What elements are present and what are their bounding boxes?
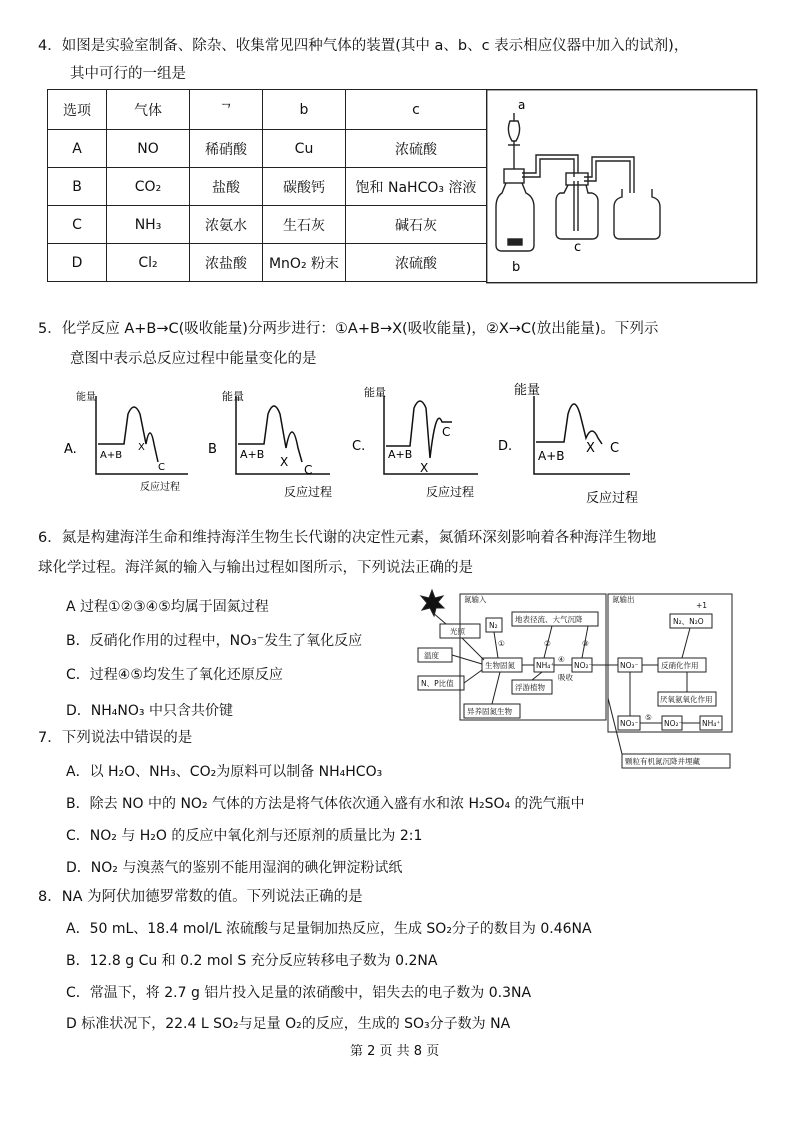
table-row xyxy=(48,130,487,168)
nh4-b-label: NH₄⁺ xyxy=(702,719,721,728)
q7-option-c: C．NO₂ 与 H₂O 的反应中氧化剂与还原剂的质量比为 2:1 xyxy=(66,828,423,844)
table-cell: CO₂ xyxy=(107,168,190,206)
table-row xyxy=(48,206,487,244)
graph-b-ylabel: 能量 xyxy=(222,390,244,403)
n2-n2o-label: N₂、N₂O xyxy=(673,617,704,626)
q5-stem-line2: 意图中表示总反应过程中能量变化的是 xyxy=(70,351,317,367)
nh4-label: NH₄⁺ xyxy=(536,661,555,670)
graph-a-mid: X xyxy=(138,442,145,453)
graph-d-mid: X xyxy=(586,441,595,456)
no2-label: NO₂⁻ xyxy=(574,661,593,670)
q6-stem-line1: 6．氮是构建海洋生命和维持海洋生物生长代谢的决定性元素，氮循环深刻影响着各种海洋生物地 xyxy=(38,530,657,546)
table-cell: C xyxy=(48,206,107,244)
table-row xyxy=(48,168,487,206)
heterotroph-label: 异养固氮生物 xyxy=(467,707,512,716)
q4-table xyxy=(47,89,487,282)
graph-d-start: A+B xyxy=(538,449,565,463)
table-cell: D xyxy=(48,244,107,282)
q8-option-c: C．常温下，将 2.7 g 铝片投入足量的浓硝酸中，铝失去的电子数为 0.3NA xyxy=(66,985,532,1001)
q7-option-a: A．以 H₂O、NH₃、CO₂为原料可以制备 NH₄HCO₃ xyxy=(66,764,383,780)
label-a: a xyxy=(518,98,526,112)
q6-option-d: D．NH₄NO₃ 中只含共价键 xyxy=(66,703,233,719)
graph-letter-c: C. xyxy=(352,439,366,454)
plus-one-label: +1 xyxy=(696,601,708,610)
q6-stem-line2: 球化学过程。海洋氮的输入与输出过程如图所示，下列说法正确的是 xyxy=(38,560,473,576)
table-cell: Cl₂ xyxy=(107,244,190,282)
graph-b-mid: X xyxy=(280,455,289,469)
table-cell: Cu xyxy=(263,130,346,168)
graph-letter-a: A. xyxy=(64,442,77,457)
q7-option-b: B．除去 NO 中的 NO₂ 气体的方法是将气体依次通入盛有水和浓 H₂SO₄ 的洗气瓶中 xyxy=(66,796,585,812)
n2-input-label: N₂ xyxy=(489,621,498,630)
circle-2: ② xyxy=(544,639,551,648)
graph-c-mid: X xyxy=(420,461,429,475)
graph-c-end: C xyxy=(442,425,451,439)
circle-1: ① xyxy=(498,639,505,648)
table-cell: 碱石灰 xyxy=(346,206,487,244)
sediment-label: 颗粒有机氮沉降并埋藏 xyxy=(625,757,700,766)
light-label: 光照 xyxy=(450,627,465,636)
anammox-label: 厌氧氨氧化作用 xyxy=(660,695,713,704)
nitrogen-input-title: 氮输入 xyxy=(464,595,487,604)
no3-b-label: NO₃⁻ xyxy=(620,719,639,728)
q8-option-a: A．50 mL、18.4 mol/L 浓硫酸与足量铜加热反应，生成 SO₂分子的数目为 0.46NA xyxy=(66,921,592,937)
q7-stem: 7．下列说法中错误的是 xyxy=(38,730,193,746)
table-cell: 浓硫酸 xyxy=(346,130,487,168)
graph-c-start: A+B xyxy=(388,448,413,461)
denitrification-label: 反硝化作用 xyxy=(661,661,699,670)
no3-label: NO₃⁻ xyxy=(620,661,639,670)
table-cell: 稀硝酸 xyxy=(190,130,263,168)
graph-a-start: A+B xyxy=(100,450,123,461)
q8-stem: 8．NA 为阿伏加德罗常数的值。下列说法正确的是 xyxy=(38,889,363,905)
graph-b-xlabel: 反应过程 xyxy=(284,485,333,499)
label-c: c xyxy=(574,240,582,255)
header-cell: 选项 xyxy=(48,90,107,130)
graph-c-xlabel: 反应过程 xyxy=(426,485,475,499)
table-row xyxy=(48,244,487,282)
gas-apparatus-diagram xyxy=(486,89,758,284)
table-cell: 生石灰 xyxy=(263,206,346,244)
runoff-label: 地表径流、大气沉降 xyxy=(515,615,583,624)
q6-option-b: B．反硝化作用的过程中，NO₃⁻发生了氧化反应 xyxy=(66,633,363,649)
q5-stem-line1: 5．化学反应 A+B→C(吸收能量)分两步进行：①A+B→X(吸收能量)，②X→C(放出能量)。下列示 xyxy=(38,321,659,337)
q4-stem-line2: 其中可行的一组是 xyxy=(70,66,186,82)
absorb-label: 吸收 xyxy=(558,673,573,682)
q7-option-d: D．NO₂ 与溴蒸气的鉴别不能用湿润的碘化钾淀粉试纸 xyxy=(66,860,403,876)
page-footer: 第 2 页 共 8 页 xyxy=(350,1044,440,1059)
q6-option-a: A 过程①②③④⑤均属于固氮过程 xyxy=(66,599,269,615)
label-b: b xyxy=(512,260,521,275)
header-cell: c xyxy=(346,90,487,130)
table-cell: 浓硫酸 xyxy=(346,244,487,282)
circle-4: ④ xyxy=(558,655,565,664)
table-cell: B xyxy=(48,168,107,206)
no2-b-label: NO₂⁻ xyxy=(664,719,683,728)
temperature-label: 温度 xyxy=(424,651,439,660)
table-cell: 浓氨水 xyxy=(190,206,263,244)
table-cell: MnO₂ 粉末 xyxy=(263,244,346,282)
graph-b-end: C xyxy=(304,463,313,477)
table-cell: 盐酸 xyxy=(190,168,263,206)
graph-d-end: C xyxy=(610,441,620,456)
nitrogen-cycle-diagram xyxy=(412,588,742,776)
graph-letter-d: D. xyxy=(498,439,513,454)
graph-a-end: C xyxy=(158,462,165,473)
graph-a-ylabel: 能量 xyxy=(76,392,96,403)
bio-fixation-label: 生物固氮 xyxy=(485,661,515,670)
header-cell: 气体 xyxy=(107,90,190,130)
graph-d-ylabel: 能量 xyxy=(514,383,541,398)
q6-option-c: C．过程④⑤均发生了氧化还原反应 xyxy=(66,667,283,683)
table-cell: NO xyxy=(107,130,190,168)
plankton-label: 浮游植物 xyxy=(515,683,545,692)
header-cell: ᄀ xyxy=(190,90,263,130)
graph-b-start: A+B xyxy=(240,448,265,461)
table-cell: 碳酸钙 xyxy=(263,168,346,206)
circle-5: ⑤ xyxy=(645,713,652,722)
table-cell: 浓盐酸 xyxy=(190,244,263,282)
table-cell: 饱和 NaHCO₃ 溶液 xyxy=(346,168,487,206)
graph-d-xlabel: 反应过程 xyxy=(586,491,639,506)
table-cell: NH₃ xyxy=(107,206,190,244)
np-ratio-label: N、P比值 xyxy=(421,679,454,688)
graph-letter-b: B xyxy=(208,442,217,457)
graph-c-ylabel: 能量 xyxy=(364,386,386,399)
graph-a-xlabel: 反应过程 xyxy=(140,482,180,493)
circle-3: ③ xyxy=(582,639,589,648)
q8-option-b: B．12.8 g Cu 和 0.2 mol S 充分反应转移电子数为 0.2NA xyxy=(66,953,438,969)
nitrogen-output-title: 氮输出 xyxy=(612,595,635,604)
q8-option-d: D 标准状况下，22.4 L SO₂与足量 O₂的反应，生成的 SO₃分子数为 NA xyxy=(66,1016,511,1032)
table-header-row xyxy=(48,90,487,130)
q4-stem-line1: 4．如图是实验室制备、除杂、收集常见四种气体的装置(其中 a、b、c 表示相应仪器中加入的试剂)， xyxy=(38,38,689,54)
energy-graphs xyxy=(58,378,728,508)
table-cell: A xyxy=(48,130,107,168)
header-cell: b xyxy=(263,90,346,130)
